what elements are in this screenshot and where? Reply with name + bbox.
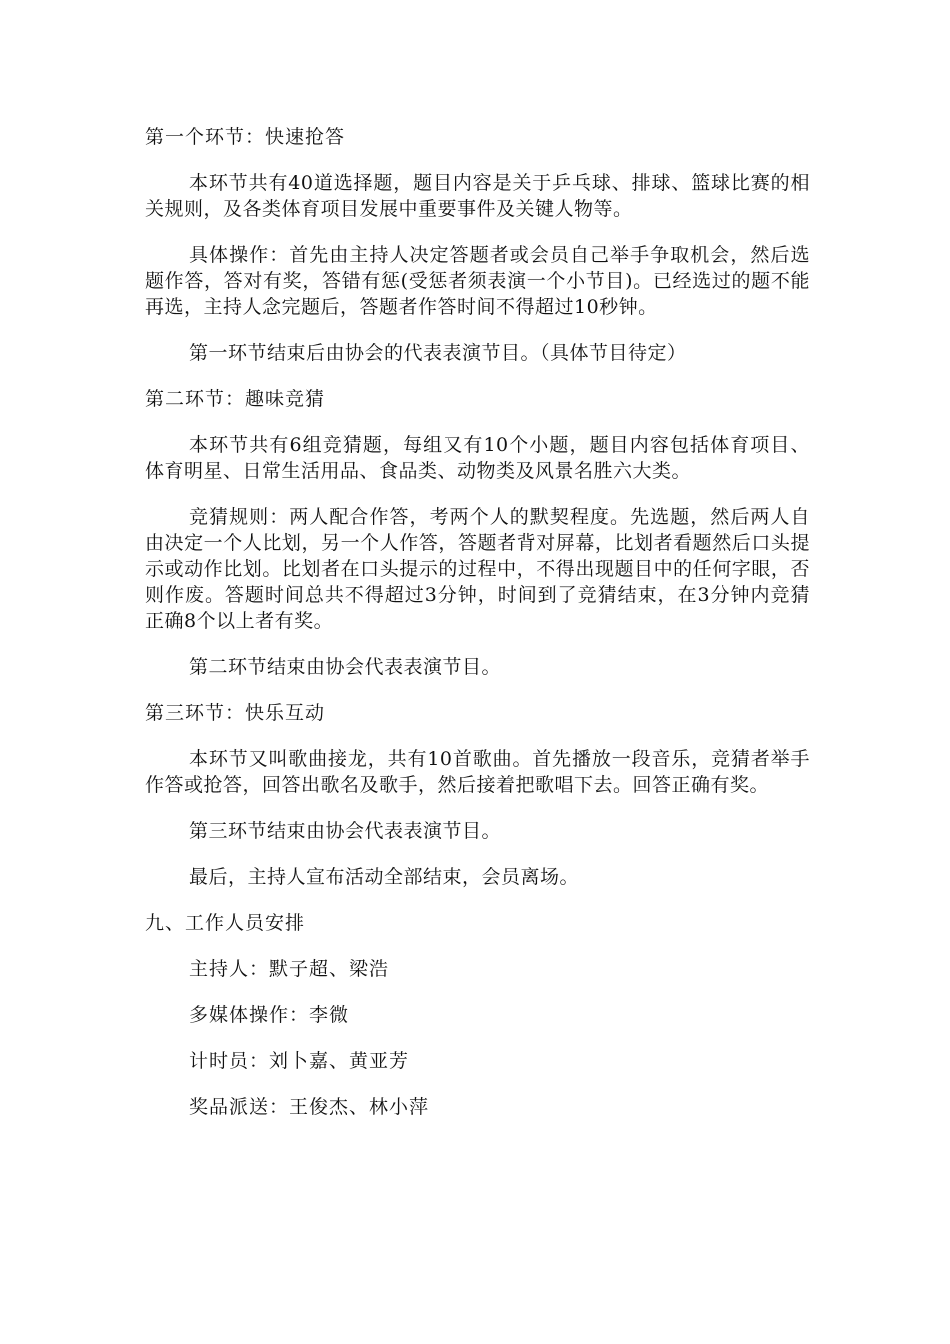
paragraph-quick-answer-intro: 本环节共有40道选择题，题目内容是关于乒乓球、排球、篮球比赛的相关规则，及各类体育项目发展中重要事件及关键人物等。 <box>145 172 810 220</box>
section-heading-staff: 九、工作人员安排 <box>145 912 306 934</box>
section-heading-interaction: 第三环节：快乐互动 <box>145 702 326 724</box>
paragraph-guessing-intro: 本环节共有6组竞猜题，每组又有10个小题，题目内容包括体育项目、体育明星、日常生活用品、食品类、动物类及风景名胜六大类。 <box>145 434 810 482</box>
section-heading-guessing: 第二环节：趣味竞猜 <box>145 388 326 410</box>
paragraph-quick-answer-rules: 具体操作：首先由主持人决定答题者或会员自己举手争取机会，然后选题作答，答对有奖，答错有惩(受惩者须表演一个小节目)。已经选过的题不能再选，主持人念完题后，答题者作答时间不得超过10秒钟。 <box>145 244 810 318</box>
staff-item-prizes: 奖品派送：王俊杰、林小萍 <box>189 1096 430 1118</box>
paragraph-closing: 最后，主持人宣布活动全部结束，会员离场。 <box>189 866 580 888</box>
paragraph-interaction-intro: 本环节又叫歌曲接龙，共有10首歌曲。首先播放一段音乐，竞猜者举手作答或抢答，回答出歌名及歌手，然后接着把歌唱下去。回答正确有奖。 <box>145 748 810 796</box>
paragraph-quick-answer-end: 第一环节结束后由协会的代表表演节目。（具体节目待定） <box>189 342 687 364</box>
staff-item-multimedia: 多媒体操作：李微 <box>189 1004 350 1026</box>
section-heading-quick-answer: 第一个环节：快速抢答 <box>145 126 346 148</box>
paragraph-guessing-end: 第二环节结束由协会代表表演节目。 <box>189 656 502 678</box>
paragraph-interaction-end: 第三环节结束由协会代表表演节目。 <box>189 820 502 842</box>
paragraph-guessing-rules: 竞猜规则：两人配合作答，考两个人的默契程度。先选题，然后两人自由决定一个人比划，另一个人作答，答题者背对屏幕，比划者看题然后口头提示或动作比划。比划者在口头提示的过程中，不得出现题目中的任何字眼，否则作废。答题时间总共不得超过3分钟，时间到了竞猜结束，在3分钟内竞猜正确8个以上者有奖。 <box>145 506 810 632</box>
staff-item-timekeeper: 计时员：刘卜嘉、黄亚芳 <box>189 1050 410 1072</box>
staff-item-host: 主持人：默子超、梁浩 <box>189 958 390 980</box>
document-body <box>145 124 810 1140</box>
